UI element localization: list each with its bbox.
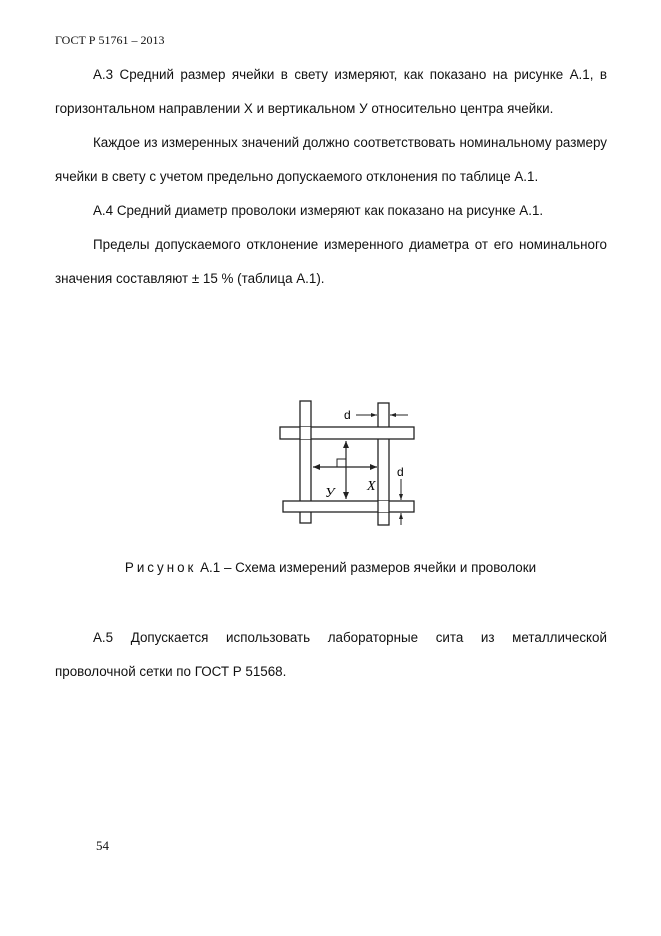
label-d-right: d [397,465,404,479]
mesh-diagram [250,393,440,533]
label-x: X [367,479,376,494]
label-d-top: d [344,408,351,422]
paragraph-a3: А.3 Средний размер ячейки в свету измеряют, как показано на рисунке А.1, в горизонтальном направлении X и вертикальном У относительно центра ячейки. [55,67,607,116]
paragraph-a4: А.4 Средний диаметр проволоки измеряют как показано на рисунке А.1. [93,203,544,218]
figure-a1-mesh-diagram [250,393,440,533]
caption-prefix: Рисунок [124,560,197,575]
main-text-continued [55,621,607,689]
label-y: У [325,486,335,501]
caption-text: А.1 – Схема измерений размеров ячейки и проволоки [196,560,537,575]
document-code-header: ГОСТ Р 51761 – 2013 [55,33,165,47]
figure-caption [0,560,661,575]
paragraph-a5: А.5 Допускается использовать лабораторные сита из металлической проволочной сетки по ГОСТ Р 51568. [55,630,607,679]
paragraph-a3-continued: Каждое из измеренных значений должно соответствовать номинальному размеру ячейки в свету с учетом предельно допускаемого отклонения по таблице А.1. [55,135,607,184]
main-text [55,58,607,296]
page-number: 54 [96,838,109,853]
horizontal-wire-bottom [283,501,414,512]
paragraph-a4-continued: Пределы допускаемого отклонение измеренного диаметра от его номинального значения составляют ± 15 % (таблица А.1). [55,237,607,286]
